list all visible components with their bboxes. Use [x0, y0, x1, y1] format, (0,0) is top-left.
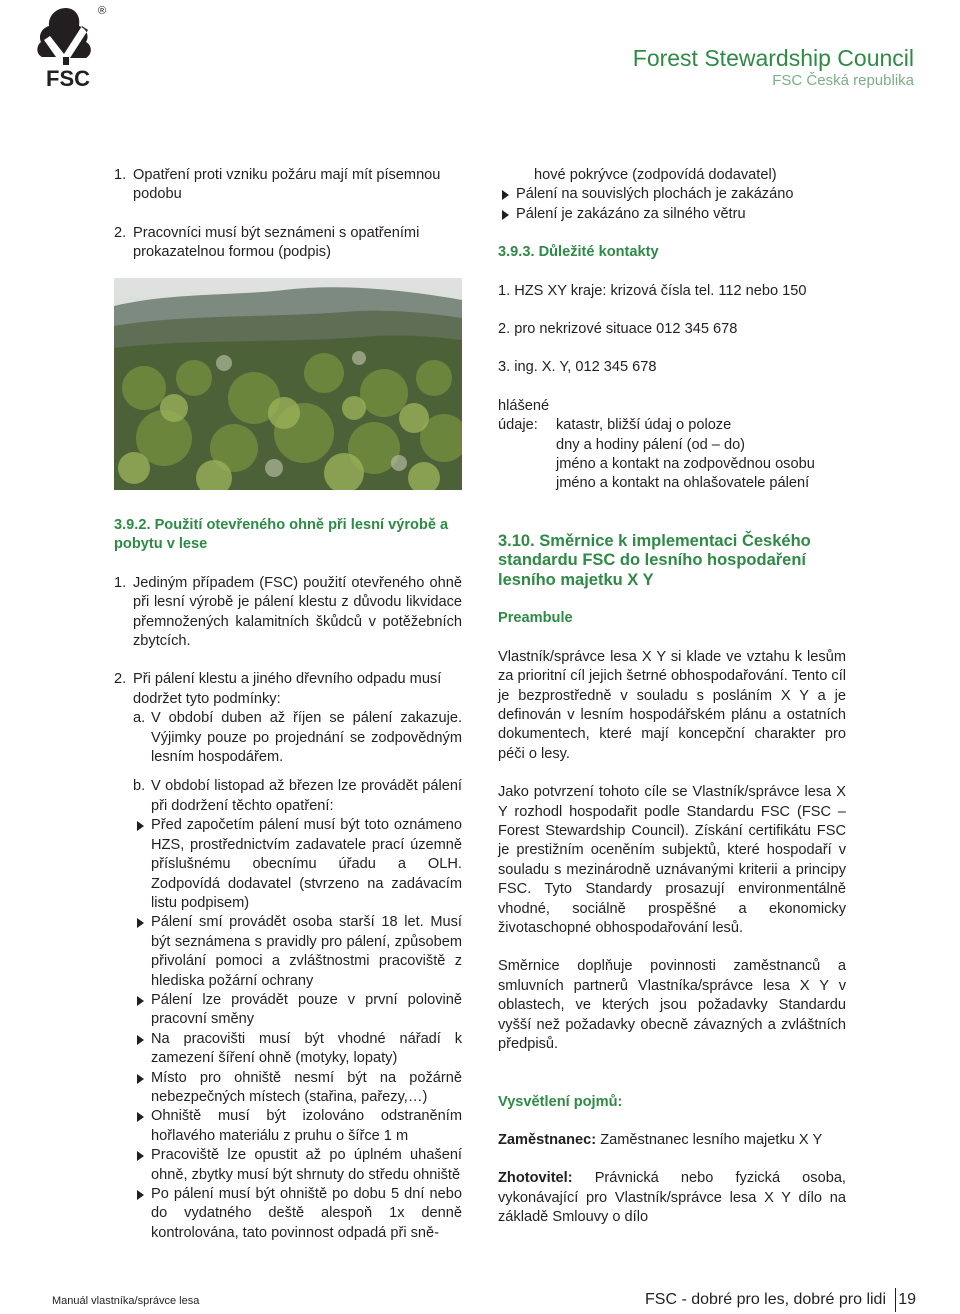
- item-text: Pracovníci musí být seznámeni s opatřeními prokazatelnou formou (podpis): [133, 224, 420, 261]
- intro-item: [114, 166, 462, 205]
- definitions-heading: Vysvětlení pojmů:: [498, 1093, 623, 1110]
- preambule-heading: Preambule: [498, 610, 573, 627]
- continuation-text: hové pokrývce (zodpovídá dodavatel): [534, 167, 777, 183]
- fsc-logo: [26, 2, 110, 90]
- left-column: [114, 166, 462, 263]
- sub-item-text: V období duben až říjen se pálení zakazuje. Výjimky pouze po projednání se zodpovědným lesním hospodářem.: [151, 710, 462, 766]
- list-item: [133, 1030, 462, 1069]
- paragraph: Jako potvrzení tohoto cíle se Vlastník/správce lesa X Y rozhodl hospodařit podle Standardu FSC (FSC – Forest Stewardship Council). Získání certifikátu FSC je prestižním oceněním subjektů, které hospodaří v souladu s mezinárodně uznávanými kriterii a principy FSC. Tyto Standardy prosazují environmentálně vhodné, sociálně prospěšné a ekonomicky životaschopné obhospodařování lesů.: [498, 784, 846, 937]
- contact-line: 3. ing. X. Y, 012 345 678: [498, 359, 657, 376]
- list-item-text: Pálení na souvislých plochách je zakázáno: [516, 186, 794, 203]
- definition-text: Zaměstnanec lesního majetku X Y: [596, 1131, 823, 1148]
- item-number: 2.: [114, 671, 127, 688]
- list-item-text: Pracoviště lze opustit až po úplném uhašení ohně, zbytky musí být shrnuty do středu ohniště: [151, 1147, 462, 1183]
- fire-rules-list: [498, 185, 846, 224]
- detail-line: jméno a kontakt na ohlašovatele pálení: [556, 475, 810, 492]
- triangle-right-icon: [502, 190, 509, 200]
- list-item: [133, 1146, 462, 1185]
- list-item: [133, 913, 462, 991]
- definition: [498, 1169, 846, 1227]
- contact-line: 1. HZS XY kraje: krizová čísla tel. 112 nebo 150: [498, 282, 807, 299]
- org-title: Forest Stewardship Council: [632, 45, 914, 71]
- section-heading: 3.9.2. Použití otevřeného ohně při lesní výrobě a pobytu v lese: [114, 517, 449, 553]
- list-item-text: Ohniště musí být izolováno odstraněním hořlavého materiálu z pruhu o šířce 1 m: [151, 1108, 462, 1144]
- left-section-body: [114, 516, 462, 1243]
- triangle-right-icon: [137, 1035, 144, 1045]
- definition: [498, 1131, 846, 1150]
- page-number: 19: [898, 1291, 916, 1308]
- list-item-text: Pálení je zakázáno za silného větru: [516, 205, 746, 222]
- item-number: 2.: [114, 224, 127, 241]
- sub-item-letter: a.: [133, 710, 146, 727]
- item-text: Jediným případem (FSC) použití otevřeného ohně při lesní výrobě je pálení klestu z důvodu likvidace přemnožených kalamitních škůdců v potěžebních zbytcích.: [133, 574, 462, 650]
- triangle-right-icon: [137, 821, 144, 831]
- org-subtitle: FSC Česká republika: [772, 72, 914, 89]
- list-item-text: Před započetím pálení musí být toto oznámeno HZS, prostřednictvím zadavatele prací územně příslušnému obecnímu úřadu a OLH. Zodpovídá dodavatel (stvrzeno na zadávacím listu podpisem): [151, 817, 462, 911]
- triangle-right-icon: [137, 996, 144, 1006]
- list-item: [133, 1185, 462, 1243]
- definition-term: Zaměstnanec:: [498, 1131, 597, 1148]
- intro-item: [114, 224, 462, 263]
- list-item-text: Po pálení musí být ohniště po dobu 5 dní nebo do vydatného deště alespoň 1x denně kontrolována, tato povinnost odpadá při sně-: [151, 1186, 462, 1241]
- triangle-right-icon: [137, 1151, 144, 1161]
- list-item: [133, 1069, 462, 1108]
- item-text: Opatření proti vzniku požáru mají mít písemnou podobu: [133, 167, 441, 203]
- forest-photo: [114, 278, 462, 490]
- list-item-text: Pálení lze provádět pouze v první polovině pracovní směny: [151, 991, 462, 1028]
- triangle-right-icon: [502, 210, 509, 220]
- right-column: [498, 166, 846, 1228]
- sub-item: [133, 709, 462, 767]
- registered-mark: ®: [98, 5, 107, 17]
- list-item-text: Místo pro ohniště nesmí být na požárně nebezpečných místech (stařina, pařezy,…): [151, 1069, 462, 1105]
- list-item: [133, 991, 462, 1030]
- paragraph: Vlastník/správce lesa X Y si klade ve vztahu k lesům za prioritní cíl jejich šetrné obhospodařování. Tento cíl je bezprostředně v souladu s posláním X Y a je definován v lesním hospodářském plánu a ostatních dokumentech, které mají koncepční charakter pro péči o lesy.: [498, 648, 846, 762]
- item-text: Při pálení klestu a jiného dřevního odpadu musí dodržet tyto podmínky:: [133, 671, 442, 707]
- detail-line: katastr, bližší údaj o poloze: [556, 417, 732, 434]
- item-number: 1.: [114, 574, 127, 591]
- detail-line: jméno a kontakt na zodpovědnou osobu: [556, 456, 815, 473]
- sub-item-text: V období listopad až březen lze provádět pálení při dodržení těchto opatření:: [151, 778, 462, 814]
- conditions-list: [133, 816, 462, 1243]
- list-item-text: Pálení smí provádět osoba starší 18 let. Musí být seznámena s pravidly pro pálení, způsobem přivolání pomoci a zvláštnostmi pracoviště z hlediska požární ochrany: [151, 914, 462, 989]
- numbered-item: [114, 670, 462, 709]
- list-item: [133, 1107, 462, 1146]
- definition-term: Zhotovitel:: [498, 1170, 573, 1187]
- list-item-text: Na pracovišti musí být vhodné nářadí k zamezení šíření ohně (motyky, lopaty): [151, 1030, 462, 1067]
- sub-item-letter: b.: [133, 778, 146, 795]
- triangle-right-icon: [137, 1112, 144, 1122]
- logo-text: FSC: [46, 66, 90, 90]
- triangle-right-icon: [137, 1190, 144, 1200]
- numbered-item: [114, 574, 462, 652]
- contact-line: 2. pro nekrizové situace 012 345 678: [498, 321, 738, 338]
- item-number: 1.: [114, 167, 127, 183]
- hlasene-label: hlášené: [498, 397, 550, 414]
- list-item: [498, 205, 846, 224]
- detail-line: dny a hodiny pálení (od – do): [556, 436, 746, 453]
- footer-divider: [895, 1288, 896, 1312]
- triangle-right-icon: [137, 1074, 144, 1084]
- triangle-right-icon: [137, 918, 144, 928]
- sub-item: [133, 777, 462, 816]
- list-item: [498, 185, 846, 204]
- contacts-heading: 3.9.3. Důležité kontakty: [498, 244, 659, 261]
- footer-left-text: Manuál vlastníka/správce lesa: [52, 1295, 200, 1307]
- footer-slogan: FSC - dobré pro les, dobré pro lidi: [645, 1291, 886, 1308]
- section-heading: 3.10. Směrnice k implementaci Českého standardu FSC do lesního hospodaření lesního majetku X Y: [498, 531, 811, 589]
- udaje-label: údaje:: [498, 417, 538, 434]
- definition-text: Právnická nebo fyzická osoba, vykonávající pro Vlastník/správce lesa X Y dílo na základě Smlouvy o dílo: [498, 1170, 846, 1226]
- list-item: [133, 816, 462, 913]
- reported-details: [498, 416, 846, 494]
- paragraph: Směrnice doplňuje povinnosti zaměstnanců a smluvních partnerů Vlastníka/správce lesa X Y v oblastech, ve kterých jsou požadavky Standardu vyšší než požadavky obecně závazných a zvláštních předpisů.: [498, 958, 846, 1053]
